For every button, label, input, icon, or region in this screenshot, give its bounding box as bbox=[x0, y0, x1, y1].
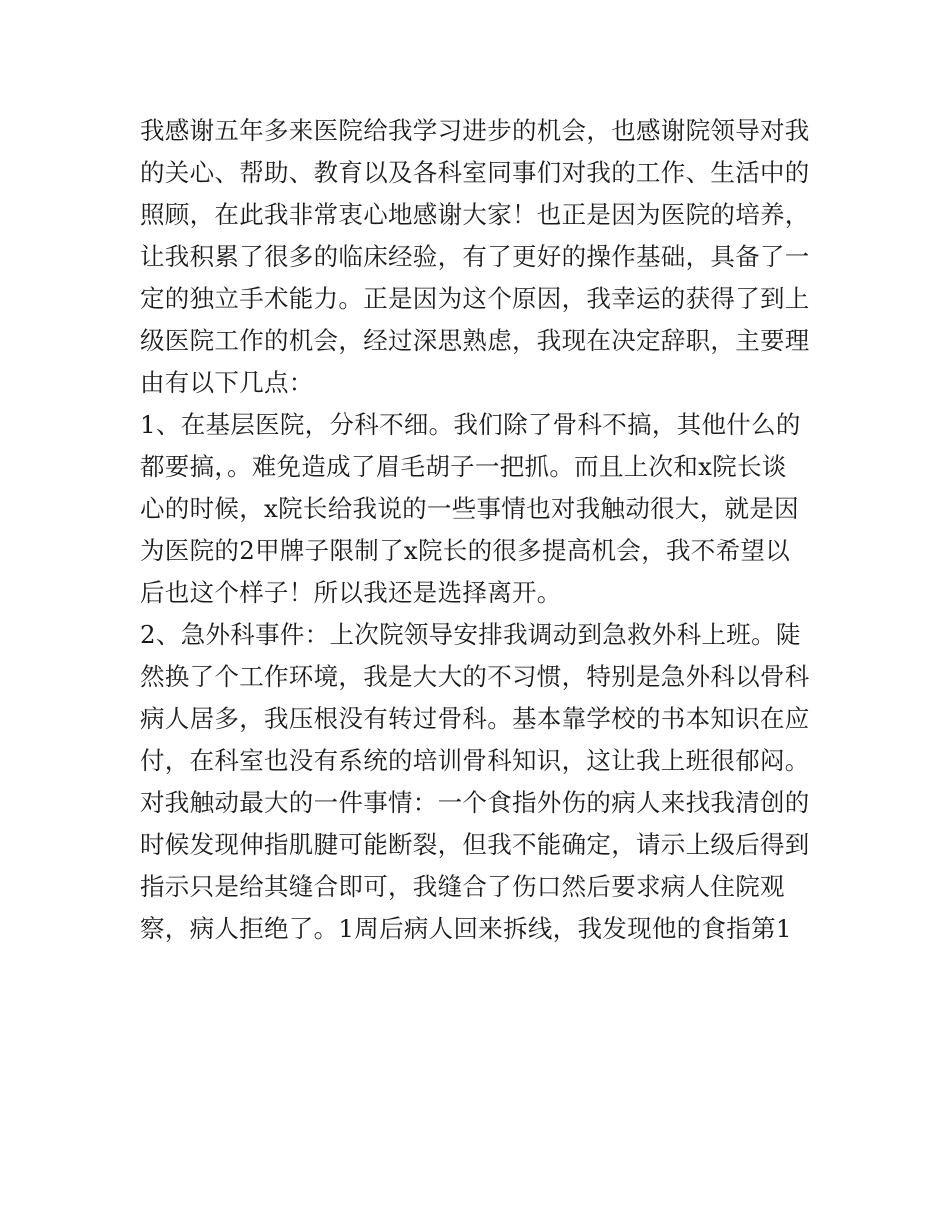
text-line: 病人居多，我压根没有转过骨科。基本靠学校的书本知识在应 bbox=[140, 704, 810, 733]
text-line: 的关心、帮助、教育以及各科室同事们对我的工作、生活中的 bbox=[140, 158, 810, 187]
text-line: 指示只是给其缝合即可，我缝合了伤口然后要求病人住院观 bbox=[140, 872, 785, 901]
text-line: 对我触动最大的一件事情：一个食指外伤的病人来找我清创的 bbox=[140, 788, 810, 817]
text-line: 时候发现伸指肌腱可能断裂，但我不能确定，请示上级后得到 bbox=[140, 830, 810, 859]
text-line: 让我积累了很多的临床经验，有了更好的操作基础，具备了一 bbox=[140, 242, 810, 271]
text-line: 1、在基层医院，分科不细。我们除了骨科不搞，其他什么的 bbox=[140, 410, 801, 439]
text-line: 后也这个样子！所以我还是选择离开。 bbox=[140, 578, 562, 607]
text-line: 照顾，在此我非常衷心地感谢大家！也正是因为医院的培养， bbox=[140, 200, 810, 229]
text-line: 级医院工作的机会，经过深思熟虑，我现在决定辞职，主要理 bbox=[140, 326, 810, 355]
body-text bbox=[140, 110, 820, 950]
text-line: 我感谢五年多来医院给我学习进步的机会，也感谢院领导对我 bbox=[140, 116, 810, 145]
text-line: 由有以下几点： bbox=[140, 368, 314, 397]
text-line: 为医院的2甲牌子限制了x院长的很多提高机会，我不希望以 bbox=[140, 536, 791, 565]
text-line: 2、急外科事件：上次院领导安排我调动到急救外科上班。陡 bbox=[140, 620, 801, 649]
text-line: 然换了个工作环境，我是大大的不习惯，特别是急外科以骨科 bbox=[140, 662, 810, 691]
text-line: 心的时候，x院长给我说的一些事情也对我触动很大，就是因 bbox=[140, 494, 799, 523]
text-line: 定的独立手术能力。正是因为这个原因，我幸运的获得了到上 bbox=[140, 284, 810, 313]
text-line: 都要搞，。难免造成了眉毛胡子一把抓。而且上次和x院长谈 bbox=[140, 452, 787, 481]
text-line: 付，在科室也没有系统的培训骨科知识，这让我上班很郁闷。 bbox=[140, 746, 810, 775]
text-line: 察，病人拒绝了。1周后病人回来拆线，我发现他的食指第1 bbox=[140, 914, 792, 943]
